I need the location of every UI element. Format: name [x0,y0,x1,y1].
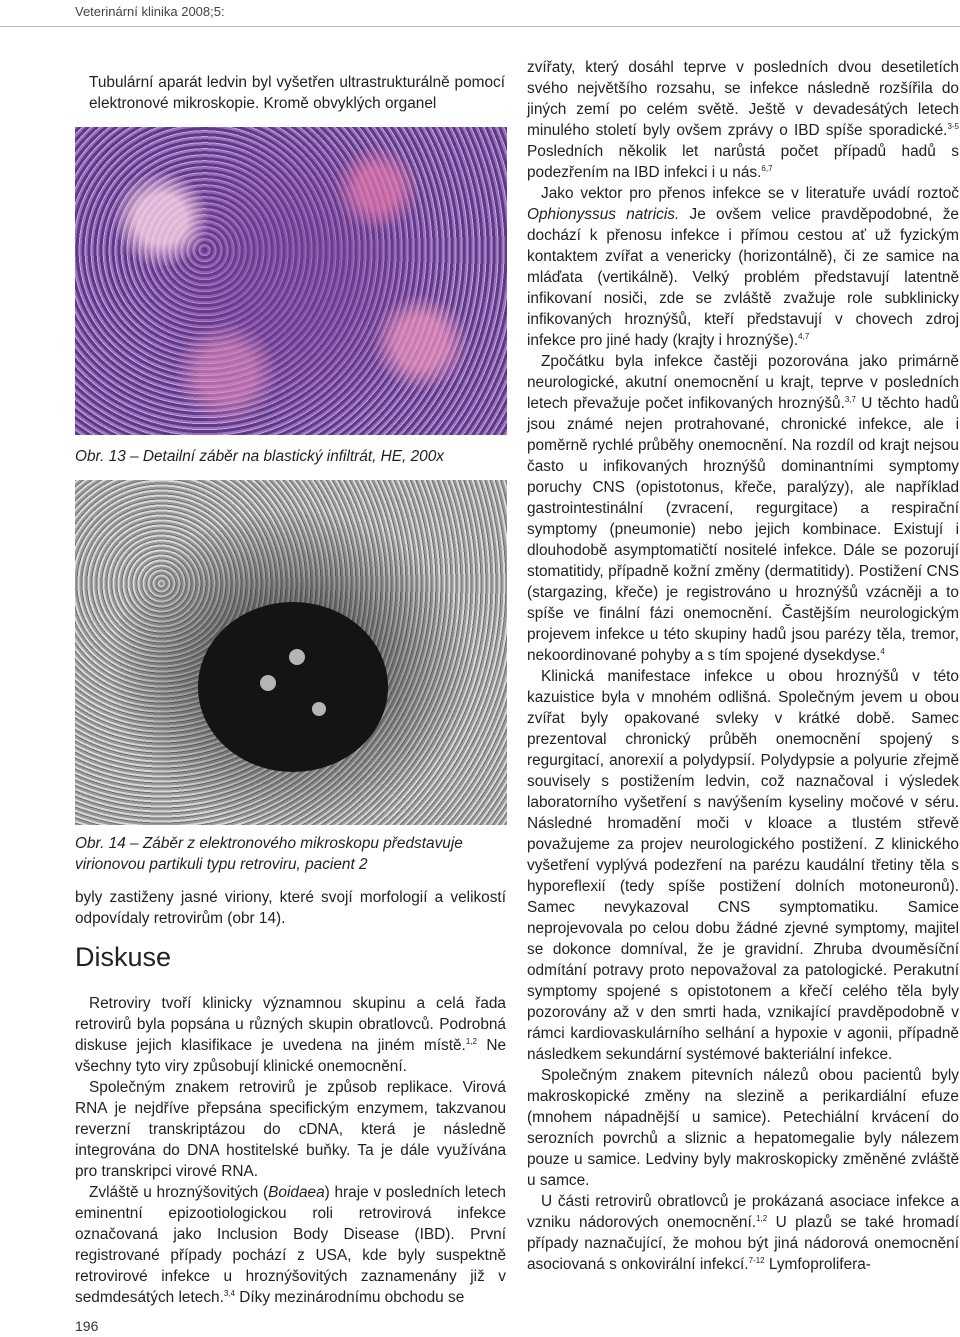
right-paragraph-4: Klinická manifestace infekce u obou hroznýšů v této kazuistice byla v mnohém odlišná. Společným jevem u obou zvířat byly opakované svleky v krátké době. Samec prezentoval chronický průběh onemocnění spojený s regurgitací, anorexií a polydypsií. Polydypsie a polyurie zřejmě souvisely s postižením ledvin, což naznačoval i výsledek laboratorního vyšetření s navýšením kyseliny močové v séru. Následné hromadění moči v kloace a tlustém střevě považujeme za projev neurologického postižení. Z klinického vyšetření vyplývá podezření na parézu kaudální třetiny těla s hyporeflexií (tedy spíše postižení dolních motoneuronů). Samec nevykazoval CNS symptomatiku. Samice neprojevovala po celou dobu žádné zjevné symptomy, majitel se dokonce domníval, že je gravidní. Zhruba dvouměsíční odmítání potravy proto nepovažoval za patologické. Perakutní symptomy spojené s opistotonem a křečí celého těla byly pozorovány až v den smrti hada, vznikající pravděpodobně v rámci kardiovaskulárního selhání a hypoxie v agonii, případně následkem sekundární systémové bakteriální infekce. [527,668,959,1063]
figure-14-electron-micrograph [75,480,507,825]
right-column-text [527,57,959,1275]
discussion-paragraph-2: Společným znakem retrovirů je způsob replikace. Virová RNA je nejdříve přepsána specifickým enzymem, takzvanou reverzní transkriptázou do cDNA, která je následně integrována do DNA hostitelské buňky. Ta je dále využívána pro transkripci virové RNA. [75,1079,506,1180]
section-heading-diskuse: Diskuse [75,942,172,972]
inclusion-dot-2 [260,675,276,691]
page-number: 196 [75,1318,99,1334]
inclusion-dot-3 [312,702,326,716]
right-paragraph-1: zvířaty, který dosáhl teprve v posledních dvou desetiletích svého největšího rozsahu, se infekce následně rozšířila do jiných zemí po celém světě. Ještě v devadesátých letech minulého století byly ovšem zprávy o IBD spíše sporadické.$^{3-5}$ Posledních několik let narůstá počet případů hadů s podezřením na IBD infekci i u nás.$^{6,7}$ [527,59,959,181]
virion-particle-illustration [75,480,507,825]
discussion-paragraph-3: Zvláště u hroznýšovitých (Boidaea) hraje v posledních letech eminentní epizootiologickou roli retrovirová infekce označovaná jako Inclusion Body Disease (IBD). První registrované případy pochází z USA, kde byly suspektně retrovirové infekce u hroznýšovitých zaznamenány již v sedmdesátých letech.$^{3,4}$ Díky mezinárodnímu obchodu se [75,1184,506,1306]
right-paragraph-6: U části retrovirů obratlovců je prokázaná asociace infekce a vzniku nádorových onemocnění.$^{1,2}$ U plazů se také hromadí případy naznačující, že mohou být jiná nádorová onemocnění asociovaná s onkovirální infekcí.$^{7-12}$ Lymfoprolifera- [527,1193,959,1273]
inclusion-dot-1 [289,649,305,665]
running-head: Veterinární klinika 2008;5: [75,4,225,19]
virion-core [198,602,388,772]
right-paragraph-3: Zpočátku byla infekce častěji pozorována jako primárně neurologické, akutní onemocnění u krajt, teprve v posledních letech převažuje počet infikovaných hroznýšů.$^{3,7}$ U těchto hadů jsou známé nejen protrahované, chronické infekce, ale i poměrně rychlé průběhy onemocnění. Na rozdíl od krajt nejsou často u infikovaných hroznýšů dominantními symptomy poruchy CNS (opistotonus, křeče, paralýzy), ale například gastrointestinální (zvracení, regurgitace) a respirační symptomy (pneumonie) nebo jejich kombinace. Existují i dlouhodobě asymptomatičtí nositelé infekce. Dále se pozorují stomatitidy, případně kožní změny (dermatitidy). Postižení CNS (stargazing, křeče) je registrováno u hroznýšů vzácněji a to spíše ve finální fázi onemocnění. Častějším neurologickým projevem infekce u této skupiny hadů jsou parézy těla, tremor, nekoordinované pohyby a s tím spojené dysekdyse.$^4$ [527,353,959,664]
right-paragraph-2: Jako vektor pro přenos infekce se v literatuře uvádí roztoč Ophionyssus natricis. Je ovšem velice pravděpodobné, že dochází k přenosu infekce i přímou cestou ať už fyzickým kontaktem zvířat a venericky (horizontálně), či ze samice na mláďata (vertikálně). Velký problém představují latentně infikovaní nosiči, zde se zvláště zvažuje role subklinicky infikovaných hroznýšů, kteří představují v chovech zdroj infekce pro jiné hady (krajty i hroznýše).$^{4,7}$ [527,185,959,349]
discussion-paragraph-1: Retroviry tvoří klinicky významnou skupinu a celá řada retrovirů byla popsána u různých skupin obratlovců. Podrobná diskuse jejich klasifikace je uvedena na jiném místě.$^{1,2}$ Ne všechny tyto viry způsobují klinické onemocnění. [75,995,507,1075]
header-divider [0,26,960,27]
left-column-discussion [75,993,506,1308]
paragraph-after-figure: byly zastiženy jasné viriony, které svojí morfologií a velikostí odpovídaly retrovirům (obr 14). [75,889,506,927]
figure-13-histology-image [75,127,507,435]
figure-14-caption: Obr. 14 – Záběr z elektronového mikroskopu představuje virionovou partikuli typu retroviru, pacient 2 [75,835,463,873]
right-paragraph-5: Společným znakem pitevních nálezů obou pacientů byly makroskopické změny na slezině a perikardiální efuze (mnohem nápadnější u samice). Petechiální krvácení do serozních povrchů a sliznic a hepatomegalie byly nálezem pouze u samice. Ledviny byly makroskopicky změněné zvláště u samce. [527,1067,959,1189]
figure-13-caption: Obr. 13 – Detailní záběr na blastický infiltrát, HE, 200x [75,448,444,465]
left-column-text [75,887,506,929]
intro-paragraph: Tubulární aparát ledvin byl vyšetřen ultrastrukturálně pomocí elektronové mikroskopie. Kromě obvyklých organel [89,74,505,113]
